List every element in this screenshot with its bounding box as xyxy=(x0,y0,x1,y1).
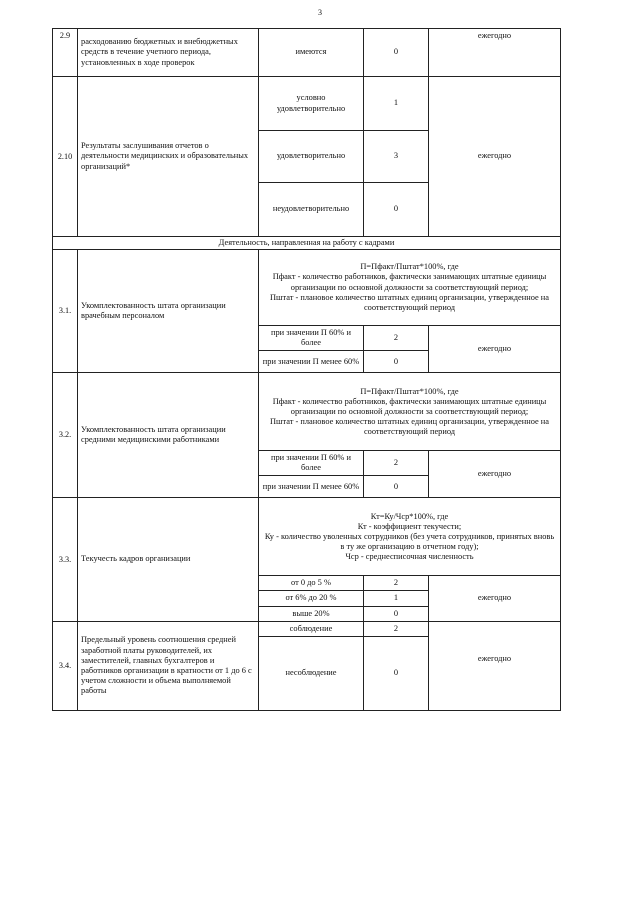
score-cell: 0 xyxy=(364,476,429,498)
table-row xyxy=(53,373,561,451)
condition-cell: условно удовлетворительно xyxy=(259,77,364,131)
condition-cell: неудовлетворительно xyxy=(259,183,364,237)
row-number: 3.3. xyxy=(53,498,78,621)
section-row xyxy=(53,237,561,250)
score-cell: 3 xyxy=(364,131,429,183)
score-cell: 0 xyxy=(364,351,429,373)
condition-cell: при значении П менее 60% xyxy=(259,476,364,498)
formula-cell xyxy=(259,250,561,326)
row-number: 2.9 xyxy=(53,29,78,77)
condition-cell: при значении П 60% и более xyxy=(259,326,364,351)
score-cell: 0 xyxy=(364,183,429,237)
score-cell: 2 xyxy=(364,576,429,591)
condition-cell: несоблюдение xyxy=(259,636,364,710)
table-row xyxy=(53,621,561,636)
score-cell: 0 xyxy=(364,29,429,77)
page-number: 3 xyxy=(318,8,322,17)
condition-cell: удовлетворительно xyxy=(259,131,364,183)
formula-line: Кт - коэффициент текучести; xyxy=(357,521,462,531)
table-row xyxy=(53,250,561,326)
score-cell: 2 xyxy=(364,451,429,476)
condition-cell: выше 20% xyxy=(259,606,364,621)
formula-cell xyxy=(259,373,561,451)
condition-cell: при значении П 60% и более xyxy=(259,451,364,476)
condition-cell: соблюдение xyxy=(259,621,364,636)
formula-line: Пфакт - количество работников, фактически занимающих штатные единицы организации по основной должности за соответствующий период; xyxy=(272,272,547,292)
condition-cell: при значении П менее 60% xyxy=(259,351,364,373)
period-cell: ежегодно xyxy=(429,77,561,237)
formula-line: П=Пфакт/Пштат*100%, где xyxy=(360,262,459,272)
formula-line: Пфакт - количество работников, фактически занимающих штатные единицы организации по основной должности за соответствующий период; xyxy=(272,396,547,416)
score-cell: 1 xyxy=(364,77,429,131)
formula-line: Кт=Ку/Чср*100%, где xyxy=(370,511,449,521)
criterion-text: Укомплектованность штата организации средними медицинскими работниками xyxy=(78,373,259,498)
criterion-text: Укомплектованность штата организации врачебным персоналом xyxy=(78,250,259,373)
period-cell: ежегодно xyxy=(429,326,561,373)
formula-line: Чср - среднесписочная численность xyxy=(345,552,474,561)
table-row xyxy=(53,29,561,77)
condition-cell: имеются xyxy=(259,29,364,77)
period-cell: ежегодно xyxy=(429,451,561,498)
period-cell: ежегодно xyxy=(429,29,561,77)
score-cell: 1 xyxy=(364,591,429,606)
condition-cell: от 0 до 5 % xyxy=(259,576,364,591)
formula-line: Пштат - плановое количество штатных единиц организации, утвержденное на соответствующий период xyxy=(269,292,549,312)
section-title: Деятельность, направленная на работу с кадрами xyxy=(53,237,561,250)
criteria-table xyxy=(52,28,561,711)
period-cell: ежегодно xyxy=(429,576,561,621)
formula-line: П=Пфакт/Пштат*100%, где xyxy=(360,386,459,396)
row-number: 2.10 xyxy=(53,77,78,237)
score-cell: 0 xyxy=(364,636,429,710)
formula-cell xyxy=(259,498,561,576)
formula-line: Пштат - плановое количество штатных единиц организации, утвержденное на соответствующий период xyxy=(269,416,549,436)
score-cell: 2 xyxy=(364,621,429,636)
criterion-text: Текучесть кадров организации xyxy=(78,498,259,621)
table-row xyxy=(53,77,561,131)
condition-cell: от 6% до 20 % xyxy=(259,591,364,606)
criterion-text: расходованию бюджетных и внебюджетных средств в течение учетного периода, установленных в ходе проверок xyxy=(78,29,259,77)
row-number: 3.2. xyxy=(53,373,78,498)
score-cell: 0 xyxy=(364,606,429,621)
table-row xyxy=(53,498,561,576)
score-cell: 2 xyxy=(364,326,429,351)
criterion-text: Предельный уровень соотношения средней заработной платы руководителей, их заместителей, главных бухгалтеров и работников организации в кратности от 1 до 6 с учетом сложности и объема выполняемой работы xyxy=(78,621,259,710)
period-cell: ежегодно xyxy=(429,621,561,710)
criterion-text: Результаты заслушивания отчетов о деятельности медицинских и образовательных организаций* xyxy=(78,77,259,237)
row-number: 3.1. xyxy=(53,250,78,373)
row-number: 3.4. xyxy=(53,621,78,710)
formula-line: Ку - количество уволенных сотрудников (без учета сотрудников, принятых вновь в ту же организацию в отчетном году); xyxy=(264,531,555,551)
